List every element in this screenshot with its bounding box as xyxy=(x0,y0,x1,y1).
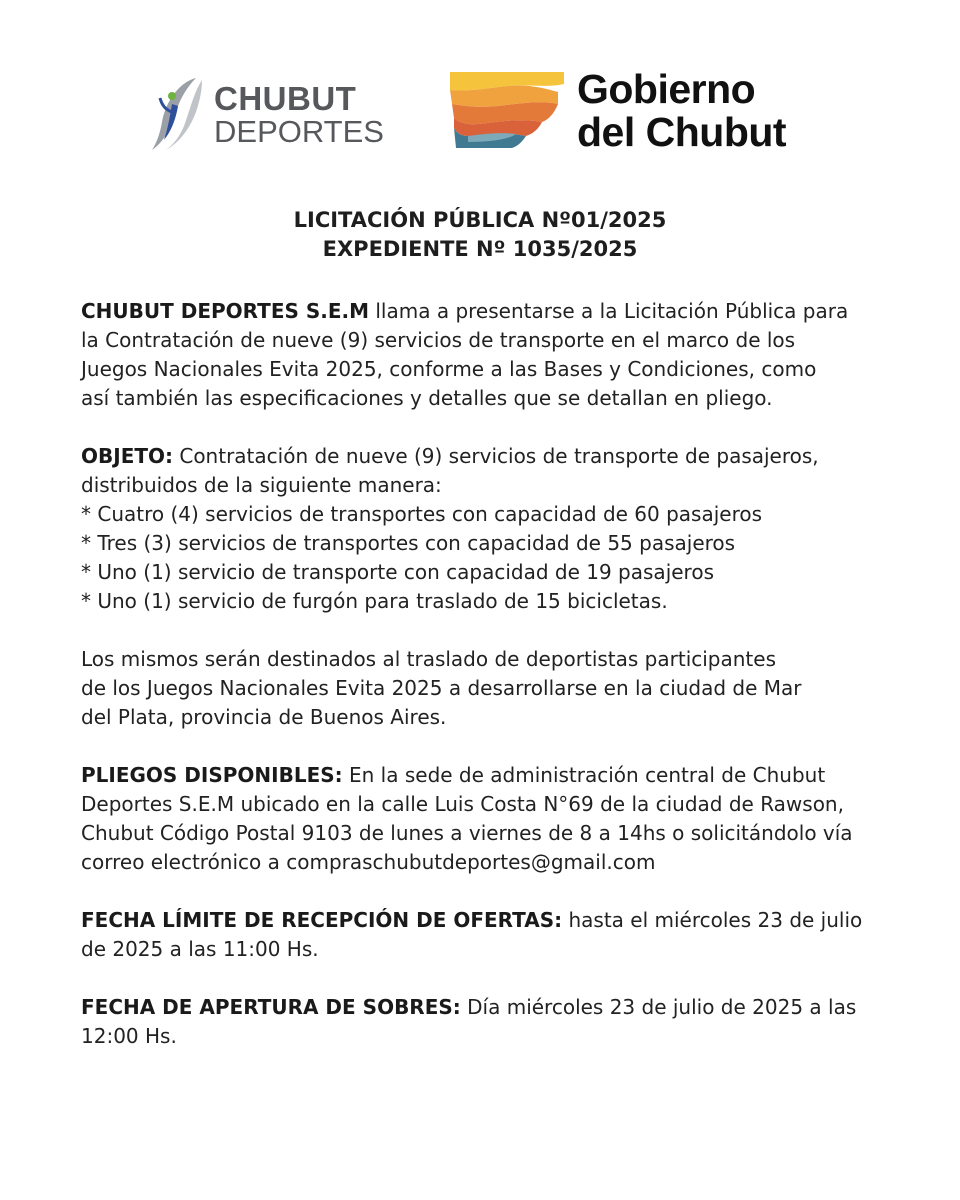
gobierno-chubut-logo xyxy=(448,66,828,155)
document-title xyxy=(0,206,960,264)
gobierno-chubut-emblem-icon xyxy=(448,70,566,150)
pliegos-line-1 xyxy=(81,761,891,790)
fecha-limite-line-1-text: hasta el miércoles 23 de julio xyxy=(562,908,863,932)
objeto-item: * Tres (3) servicios de transportes con capacidad de 55 pasajeros xyxy=(81,531,736,555)
pliegos-line-1-text: En la sede de administración central de Chubut xyxy=(342,763,826,787)
intro-paragraph xyxy=(81,297,891,413)
chubut-deportes-emblem-icon xyxy=(150,70,210,154)
intro-line-2: la Contratación de nueve (9) servicios de transporte en el marco de los xyxy=(81,328,796,352)
intro-org-name: CHUBUT DEPORTES S.E.M xyxy=(81,299,370,323)
fecha-limite-label: FECHA LÍMITE DE RECEPCIÓN DE OFERTAS: xyxy=(81,908,563,932)
pliegos-line-3: Chubut Código Postal 9103 de lunes a viernes de 8 a 14hs o solicitándolo vía xyxy=(81,821,853,845)
fecha-limite-paragraph xyxy=(81,906,891,964)
fecha-apertura-line-1 xyxy=(81,993,891,1022)
gobierno-chubut-line1: Gobierno xyxy=(577,66,756,112)
gobierno-chubut-line2: del Chubut xyxy=(577,109,787,155)
fecha-limite-line-1 xyxy=(81,906,891,935)
objeto-line-2: distribuidos de la siguiente manera: xyxy=(81,473,442,497)
pliegos-email-line: correo electrónico a compraschubutdeportes@gmail.com xyxy=(81,850,656,874)
header-logos xyxy=(0,62,960,162)
destino-line-1: Los mismos serán destinados al traslado de deportistas participantes xyxy=(81,647,776,671)
objeto-line-1 xyxy=(81,442,891,471)
intro-line-4: así también las especificaciones y detalles que se detallan en pliego. xyxy=(81,386,773,410)
objeto-item: * Uno (1) servicio de transporte con capacidad de 19 pasajeros xyxy=(81,560,714,584)
objeto-paragraph xyxy=(81,442,891,616)
destino-paragraph xyxy=(81,645,891,732)
chubut-deportes-logo-line1: CHUBUT xyxy=(214,80,357,117)
destino-line-3: del Plata, provincia de Buenos Aires. xyxy=(81,705,447,729)
fecha-apertura-label: FECHA DE APERTURA DE SOBRES: xyxy=(81,995,461,1019)
chubut-deportes-logo-line2: DEPORTES xyxy=(214,114,384,149)
title-licitacion: LICITACIÓN PÚBLICA Nº01/2025 xyxy=(293,208,667,232)
pliegos-label: PLIEGOS DISPONIBLES: xyxy=(81,763,343,787)
objeto-item: * Cuatro (4) servicios de transportes con capacidad de 60 pasajeros xyxy=(81,502,763,526)
objeto-line-1-text: Contratación de nueve (9) servicios de transporte de pasajeros, xyxy=(173,444,819,468)
pliegos-paragraph xyxy=(81,761,891,877)
intro-line-1-text: llama a presentarse a la Licitación Pública para xyxy=(369,299,849,323)
fecha-apertura-paragraph xyxy=(81,993,891,1051)
objeto-item: * Uno (1) servicio de furgón para traslado de 15 bicicletas. xyxy=(81,589,668,613)
intro-line-3: Juegos Nacionales Evita 2025, conforme a las Bases y Condiciones, como xyxy=(81,357,817,381)
title-expediente: EXPEDIENTE Nº 1035/2025 xyxy=(322,237,638,261)
fecha-apertura-line-2: 12:00 Hs. xyxy=(81,1024,177,1048)
chubut-deportes-logo xyxy=(150,70,384,154)
gobierno-chubut-wordmark xyxy=(577,68,786,154)
document-body xyxy=(81,297,891,1080)
intro-line-1 xyxy=(81,297,891,326)
objeto-label: OBJETO: xyxy=(81,444,173,468)
fecha-limite-line-2: de 2025 a las 11:00 Hs. xyxy=(81,937,319,961)
destino-line-2: de los Juegos Nacionales Evita 2025 a desarrollarse en la ciudad de Mar xyxy=(81,676,802,700)
fecha-apertura-line-1-text: Día miércoles 23 de julio de 2025 a las xyxy=(460,995,857,1019)
pliegos-line-2: Deportes S.E.M ubicado en la calle Luis Costa N°69 de la ciudad de Rawson, xyxy=(81,792,844,816)
